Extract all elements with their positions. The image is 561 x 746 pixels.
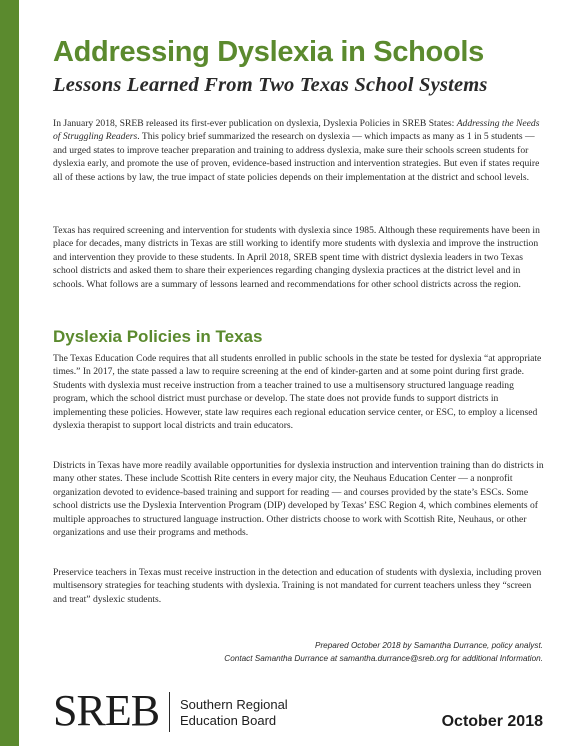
- publication-title: Addressing the Needs of Struggling Readers: [53, 118, 540, 143]
- author-credits: [224, 640, 543, 665]
- logo-divider: [169, 692, 170, 732]
- organization-name-line-1: Southern Regional: [180, 697, 288, 712]
- section-paragraph-3: Preservice teachers in Texas must receive instruction in the detection and education of students with dyslexia, including proven multisensory strategies for teaching students with dyslexia. Training is not mandated for current teachers unless they “screen and treat” dyslexic students.: [53, 567, 542, 605]
- organization-name: [180, 697, 300, 729]
- section-heading: Dyslexia Policies in Texas: [53, 327, 263, 346]
- accent-side-bar: [0, 0, 19, 746]
- section-paragraph-2: Districts in Texas have more readily available opportunities for dyslexia instruction and intervention training than do districts in many other states. These include Scottish Rite centers in every major city, the Neuhaus Education Center — a nonprofit organization devoted to evidence-based training and support for reading — and courses provided by the state’s ESCs. Some school districts use the Dyslexia Intervention Program (DIP) developed by Texas’ ESC Region 4, which combines elements of multiple approaches to structured language instruction. Other districts choose to work with Scottish Rite, Neuhaus, or other organizations and use their programs and methods.: [53, 460, 544, 539]
- intro-paragraph-1: [53, 117, 545, 184]
- page-subtitle: Lessons Learned From Two Texas School Systems: [53, 74, 488, 96]
- intro-paragraph-2: Texas has required screening and intervention for students with dyslexia since 1985. Although these requirements have been in place for decades, many districts in Texas are still working to identify more students with dyslexia and improve the instruction and intervention they provide to these students. In April 2018, SREB spent time with district dyslexia leaders in two Texas school districts and asked them to share their experiences regarding changing dyslexia practices at the district level and in schools. What follows are a summary of lessons learned and recommendations for other school districts across the region.: [53, 225, 540, 290]
- page-footer: [53, 686, 543, 736]
- intro-paragraph-1-end: . This policy brief summarized the research on dyslexia — which impacts as many as 1 in 5 students — and urged states to improve teacher preparation and training to address dyslexia, make sure their schools screen students for dyslexia early, and promote the use of proven, evidence-based instruction and intervention strategies. But even if states require all of these actions by law, the true impact of state policies depends on their implementation at the district and school levels.: [53, 131, 540, 183]
- contact-line: Contact Samantha Durrance at samantha.durrance@sreb.org for additional Information.: [224, 653, 543, 663]
- intro-paragraph-1-start: In January 2018, SREB released its first-ever publication on dyslexia, Dyslexia Policies in SREB States:: [53, 118, 457, 129]
- section-paragraph-1: The Texas Education Code requires that all students enrolled in public schools in the state be tested for dyslexia “at appropriate times.” In 2017, the state passed a law to require screening at the end of kinder-garten and at some point during first grade. Students with dyslexia must receive instruction from a teacher trained to use a multisensory structured language reading program, which the school district must purchase or develop. The state does not provide funds to support districts in implementing these policies. However, state law requires each regional education service center, or ESC, to employ a licensed dyslexia therapist to support local districts and train educators.: [53, 353, 542, 432]
- page-title: Addressing Dyslexia in Schools: [53, 36, 484, 68]
- sreb-logo: SREB: [53, 686, 160, 735]
- prepared-by-line: Prepared October 2018 by Samantha Durrance, policy analyst.: [314, 641, 543, 650]
- organization-name-line-2: Education Board: [180, 713, 277, 728]
- publication-date: October 2018: [441, 713, 543, 730]
